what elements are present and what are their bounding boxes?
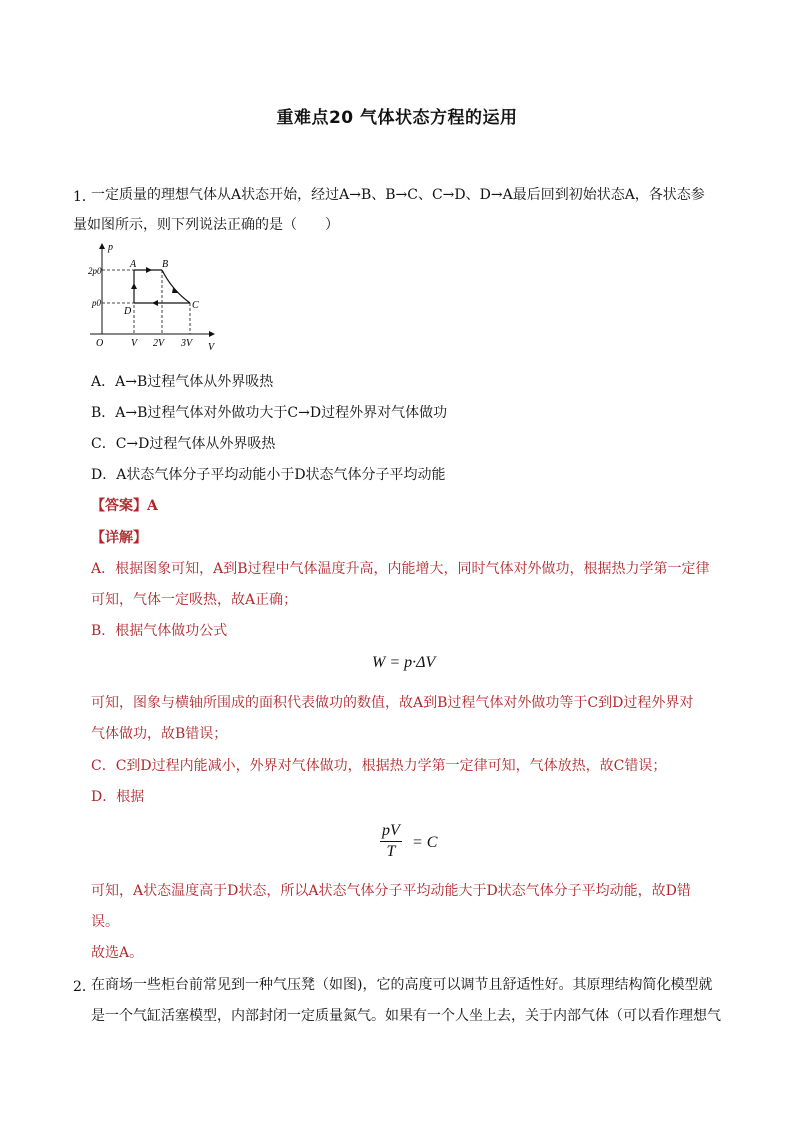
- conclusion: 故选A。: [91, 945, 144, 961]
- point-b: B: [162, 259, 169, 270]
- tick-3v: 3V: [181, 338, 193, 349]
- point-a: A: [130, 259, 137, 270]
- page-title: 重难点20 气体状态方程的运用: [276, 108, 518, 128]
- tick-2v: 2V: [153, 338, 165, 349]
- formula-numerator: pV: [380, 822, 402, 842]
- question-1-stem-line1: 一定质量的理想气体从A状态开始，经过A→B、B→C、C→D、D→A最后回到初始状态A，各状态参: [91, 187, 705, 203]
- option-a: A．A→B过程气体从外界吸热: [91, 374, 274, 390]
- question-2-line1: 在商场一些柜台前常见到一种气压凳（如图)，它的高度可以调节且舒适性好。其原理结构简化模型就: [91, 977, 713, 993]
- point-c: C: [192, 300, 199, 311]
- formula-denominator: T: [386, 843, 396, 860]
- option-d: D．A状态气体分子平均动能小于D状态气体分子平均动能: [91, 467, 446, 483]
- origin-label: O: [96, 338, 104, 349]
- pv-graph: [88, 240, 228, 358]
- question-2-line2: 是一个气缸活塞模型，内部封闭一定质量氮气。如果有一个人坐上去，关于内部气体（可以看作理想气: [91, 1008, 721, 1024]
- detail-label: 【详解】: [91, 530, 147, 546]
- detail-c-line: C．C到D过程内能减小，外界对气体做功，根据热力学第一定律可知，气体放热，故C错误；: [91, 758, 667, 774]
- option-b: B．A→B过程气体对外做功大于C→D过程外界对气体做功: [91, 405, 448, 421]
- formula-work: W = p·ΔV: [372, 654, 436, 671]
- question-1-number: 1．: [73, 189, 96, 205]
- detail-d-line3: 误。: [91, 914, 119, 930]
- detail-b-line1: B．根据气体做功公式: [91, 623, 228, 639]
- detail-a-line2: 可知，气体一定吸热，故A正确；: [91, 592, 298, 608]
- detail-d-line2: 可知，A状态温度高于D状态，所以A状态气体分子平均动能大于D状态气体分子平均动能，故D错: [91, 883, 691, 899]
- formula-rhs: = C: [412, 834, 438, 851]
- detail-d-line1: D．根据: [91, 789, 145, 805]
- detail-b-line3: 气体做功，故B错误；: [91, 726, 228, 742]
- path-b-c: [162, 270, 190, 303]
- y-axis-label: p: [108, 242, 113, 253]
- point-d: D: [124, 306, 132, 317]
- answer: 【答案】A: [91, 498, 158, 514]
- detail-b-line2: 可知，图象与横轴所围成的面积代表做功的数值，故A到B过程气体对外做功等于C到D过程外界对: [91, 695, 694, 711]
- question-1-stem-line2: 量如图所示，则下列说法正确的是（ ）: [73, 217, 339, 233]
- x-axis-label: V: [208, 342, 215, 353]
- tick-p0: p0: [92, 298, 101, 308]
- tick-v: V: [131, 338, 138, 349]
- formula-state-equation: [380, 822, 402, 861]
- question-2-number: 2．: [73, 979, 96, 995]
- detail-a-line1: A．根据图象可知，A到B过程中气体温度升高，内能增大，同时气体对外做功，根据热力学第一定律: [91, 561, 710, 577]
- tick-2p0: 2p0: [88, 266, 102, 276]
- option-c: C．C→D过程气体从外界吸热: [91, 436, 276, 452]
